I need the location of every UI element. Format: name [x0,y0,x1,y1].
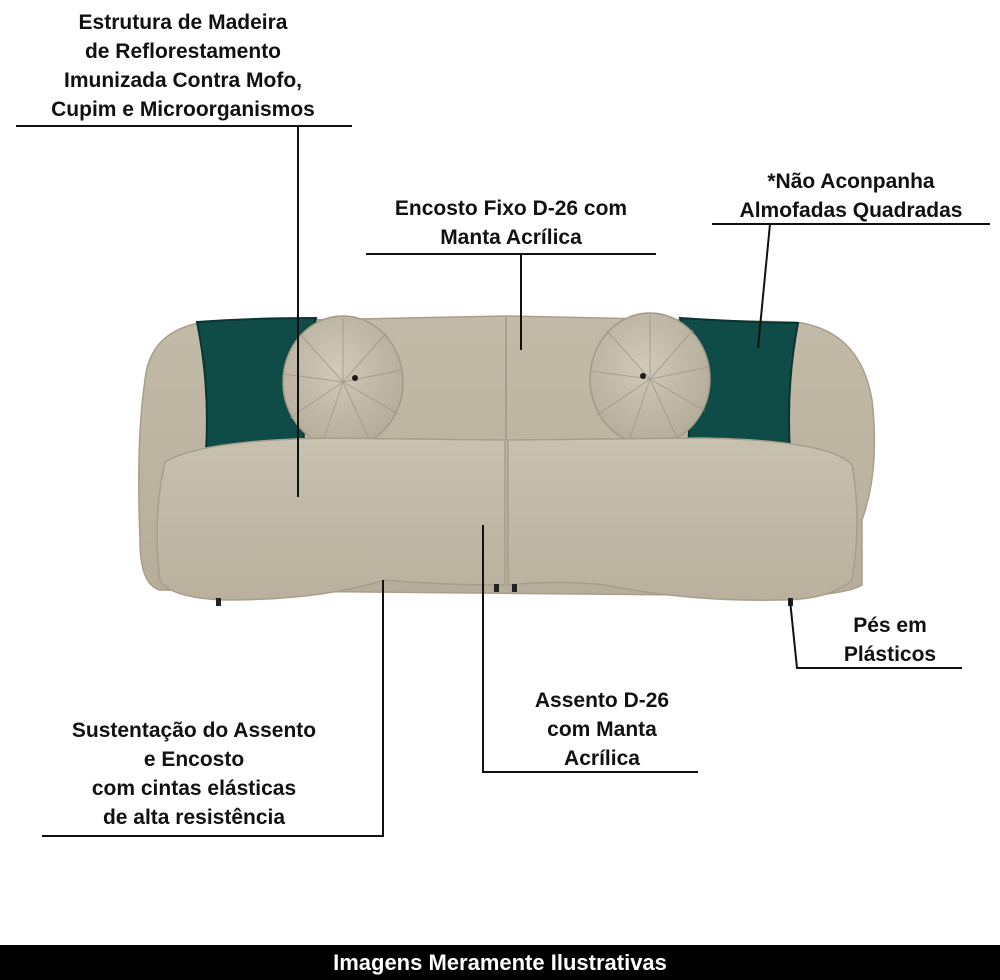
seat-cushion-left [157,438,505,600]
annotation-seat: Assento D-26 com Manta Acrílica [534,689,670,770]
annotation-support: Sustentação do Assento e Encosto com cintas elásticas de alta resistência [71,719,317,829]
sofa-foot [494,584,499,592]
annotation-pillows: *Não Aconpanha Almofadas Quadradas [739,170,963,222]
sofa-foot [216,598,221,606]
footer-disclaimer: Imagens Meramente Ilustrativas [0,945,1000,980]
round-pillow-right [590,313,710,445]
sofa-illustration [139,313,875,606]
sofa-foot [512,584,517,592]
annotation-backrest: Encosto Fixo D-26 com Manta Acrílica [394,197,628,249]
round-pillow-left [283,316,403,448]
seat-cushion-right [508,438,857,600]
annotation-feet: Pés em Plásticos [843,614,937,666]
annotation-structure: Estrutura de Madeira de Reflorestamento Imunizada Contra Mofo, Cupim e Microorganismos [51,11,315,121]
